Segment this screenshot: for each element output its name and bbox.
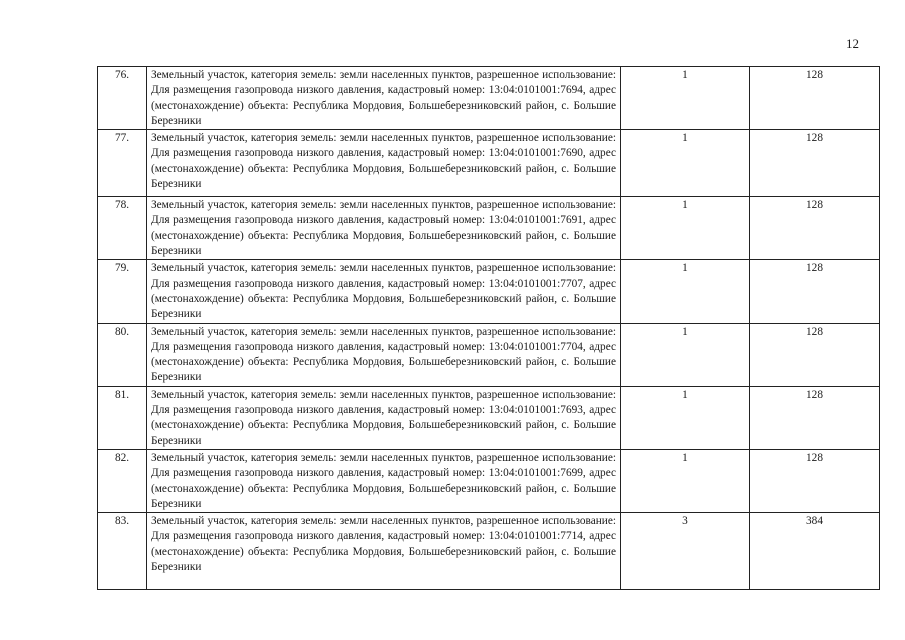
table-row xyxy=(98,67,880,130)
table-row xyxy=(98,323,880,386)
table-row xyxy=(98,513,880,590)
row-number: 83. xyxy=(98,513,147,590)
row-quantity: 1 xyxy=(621,386,750,449)
row-number: 77. xyxy=(98,130,147,197)
row-description: Земельный участок, категория земель: земли населенных пунктов, разрешенное использование: Для размещения газопровода низкого давления, кадастровый номер: 13:04:0101001:7691, адрес (местонахождение) объекта: Республика Мордовия, Большеберезниковский район, с. Большие Березники xyxy=(147,197,621,260)
row-quantity: 1 xyxy=(621,449,750,512)
row-quantity: 1 xyxy=(621,197,750,260)
property-table xyxy=(97,66,880,590)
row-description: Земельный участок, категория земель: земли населенных пунктов, разрешенное использование: Для размещения газопровода низкого давления, кадастровый номер: 13:04:0101001:7714, адрес (местонахождение) объекта: Республика Мордовия, Большеберезниковский район, с. Большие Березники xyxy=(147,513,621,590)
table-row xyxy=(98,197,880,260)
row-area: 128 xyxy=(750,260,880,323)
table-row xyxy=(98,130,880,197)
row-description: Земельный участок, категория земель: земли населенных пунктов, разрешенное использование: Для размещения газопровода низкого давления, кадастровый номер: 13:04:0101001:7699, адрес (местонахождение) объекта: Республика Мордовия, Большеберезниковский район, с. Большие Березники xyxy=(147,449,621,512)
row-number: 81. xyxy=(98,386,147,449)
row-quantity: 1 xyxy=(621,260,750,323)
row-quantity: 1 xyxy=(621,130,750,197)
row-area: 128 xyxy=(750,449,880,512)
row-area: 128 xyxy=(750,323,880,386)
table-body xyxy=(98,67,880,590)
page-number: 12 xyxy=(846,36,859,51)
row-description: Земельный участок, категория земель: земли населенных пунктов, разрешенное использование: Для размещения газопровода низкого давления, кадастровый номер: 13:04:0101001:7693, адрес (местонахождение) объекта: Республика Мордовия, Большеберезниковский район, с. Большие Березники xyxy=(147,386,621,449)
row-description: Земельный участок, категория земель: земли населенных пунктов, разрешенное использование: Для размещения газопровода низкого давления, кадастровый номер: 13:04:0101001:7704, адрес (местонахождение) объекта: Республика Мордовия, Большеберезниковский район, с. Большие Березники xyxy=(147,323,621,386)
row-description: Земельный участок, категория земель: земли населенных пунктов, разрешенное использование: Для размещения газопровода низкого давления, кадастровый номер: 13:04:0101001:7707, адрес (местонахождение) объекта: Республика Мордовия, Большеберезниковский район, с. Большие Березники xyxy=(147,260,621,323)
table-row xyxy=(98,386,880,449)
row-area: 128 xyxy=(750,130,880,197)
row-quantity: 3 xyxy=(621,513,750,590)
row-quantity: 1 xyxy=(621,67,750,130)
row-number: 79. xyxy=(98,260,147,323)
row-description: Земельный участок, категория земель: земли населенных пунктов, разрешенное использование: Для размещения газопровода низкого давления, кадастровый номер: 13:04:0101001:7690, адрес (местонахождение) объекта: Республика Мордовия, Большеберезниковский район, с. Большие Березники xyxy=(147,130,621,197)
row-area: 128 xyxy=(750,67,880,130)
row-quantity: 1 xyxy=(621,323,750,386)
row-number: 80. xyxy=(98,323,147,386)
table-row xyxy=(98,260,880,323)
row-area: 384 xyxy=(750,513,880,590)
row-description: Земельный участок, категория земель: земли населенных пунктов, разрешенное использование: Для размещения газопровода низкого давления, кадастровый номер: 13:04:0101001:7694, адрес (местонахождение) объекта: Республика Мордовия, Большеберезниковский район, с. Большие Березники xyxy=(147,67,621,130)
row-area: 128 xyxy=(750,197,880,260)
row-number: 78. xyxy=(98,197,147,260)
row-number: 76. xyxy=(98,67,147,130)
row-number: 82. xyxy=(98,449,147,512)
row-area: 128 xyxy=(750,386,880,449)
table-row xyxy=(98,449,880,512)
